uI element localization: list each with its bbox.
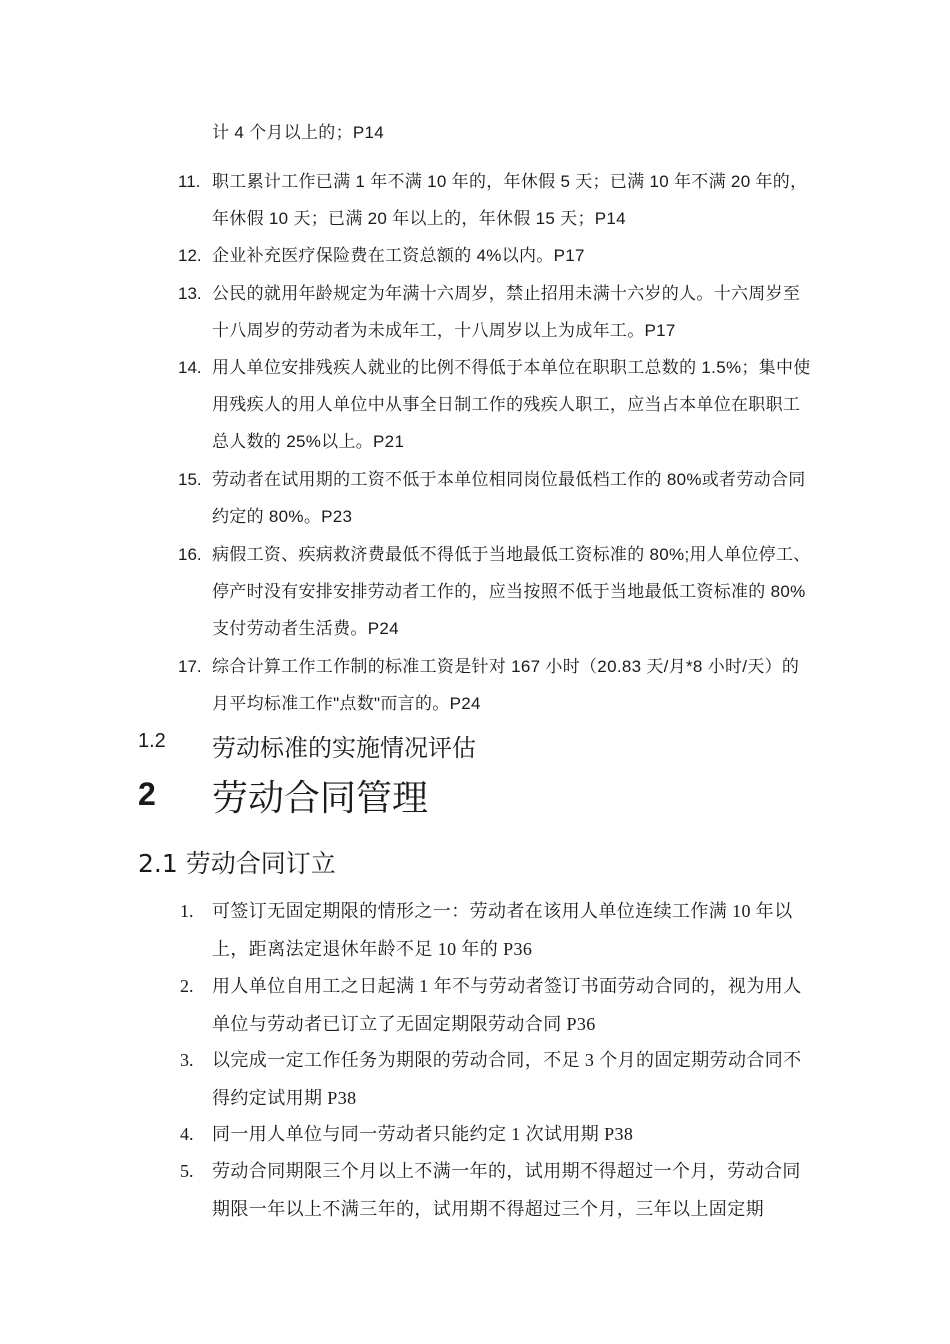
list-item-number: 15.	[178, 470, 202, 489]
list-item-number: 1.	[180, 901, 194, 921]
heading-2-1-title: 2.1 劳动合同订立	[138, 849, 336, 878]
list-item-text: 计 4 个月以上的；P14	[212, 123, 385, 142]
list-item-text: 企业补充医疗保险费在工资总额的 4%以内。P17	[212, 246, 585, 265]
list-item-text: 用人单位自用工之日起满 1 年不与劳动者签订书面劳动合同的，视为用人单位与劳动者已订立了无固定期限劳动合同 P36	[212, 976, 802, 1034]
list-item-number: 5.	[180, 1161, 194, 1181]
list-item-number: 4.	[180, 1124, 194, 1144]
list-item-number: 16.	[178, 545, 202, 564]
list-item-text: 用人单位安排残疾人就业的比例不得低于本单位在职职工总数的 1.5%；集中使用残疾人的用人单位中从事全日制工作的残疾人职工，应当占本单位在职职工总人数的 25%以上。P21	[212, 358, 811, 451]
heading-2-number: 2	[138, 776, 156, 812]
list-item-text: 综合计算工作工作制的标准工资是针对 167 小时（20.83 天/月*8 小时/天）的月平均标准工作"点数"而言的。P24	[212, 657, 800, 713]
list-item-text: 劳动者在试用期的工资不低于本单位相同岗位最低档工作的 80%或者劳动合同约定的 80%。P23	[212, 470, 806, 526]
heading-1-2-title: 劳动标准的实施情况评估	[212, 734, 476, 762]
list-item-number: 17.	[178, 657, 202, 676]
list-item-text: 劳动合同期限三个月以上不满一年的，试用期不得超过一个月，劳动合同期限一年以上不满三年的，试用期不得超过三个月，三年以上固定期	[212, 1161, 801, 1219]
list-item-text: 病假工资、疾病救济费最低不得低于当地最低工资标准的 80%;用人单位停工、停产时没有安排安排劳动者工作的，应当按照不低于当地最低工资标准的 80%支付劳动者生活费。P24	[212, 545, 811, 638]
heading-2-title: 劳动合同管理	[212, 778, 429, 819]
list-item-number: 3.	[180, 1050, 194, 1070]
heading-1-2-number: 1.2	[138, 730, 166, 752]
list-item-number: 12.	[178, 246, 202, 265]
list-item-text: 以完成一定工作任务为期限的劳动合同，不足 3 个月的固定期劳动合同不得约定试用期 P38	[212, 1050, 802, 1108]
list-item-text: 可签订无固定期限的情形之一：劳动者在该用人单位连续工作满 10 年以上，距离法定退休年龄不足 10 年的 P36	[212, 901, 793, 959]
list-item-text: 公民的就用年龄规定为年满十六周岁，禁止招用未满十六岁的人。十六周岁至十八周岁的劳动者为未成年工，十八周岁以上为成年工。P17	[212, 284, 801, 340]
list-item-number: 2.	[180, 976, 194, 996]
list-item-number: 14.	[178, 358, 202, 377]
list-item-number: 11.	[178, 172, 201, 191]
list-item-text: 同一用人单位与同一劳动者只能约定 1 次试用期 P38	[212, 1124, 634, 1144]
list-item-text: 职工累计工作已满 1 年不满 10 年的，年休假 5 天；已满 10 年不满 20 年的，年休假 10 天；已满 20 年以上的，年休假 15 天；P14	[212, 172, 808, 228]
list-item-number: 13.	[178, 284, 202, 303]
